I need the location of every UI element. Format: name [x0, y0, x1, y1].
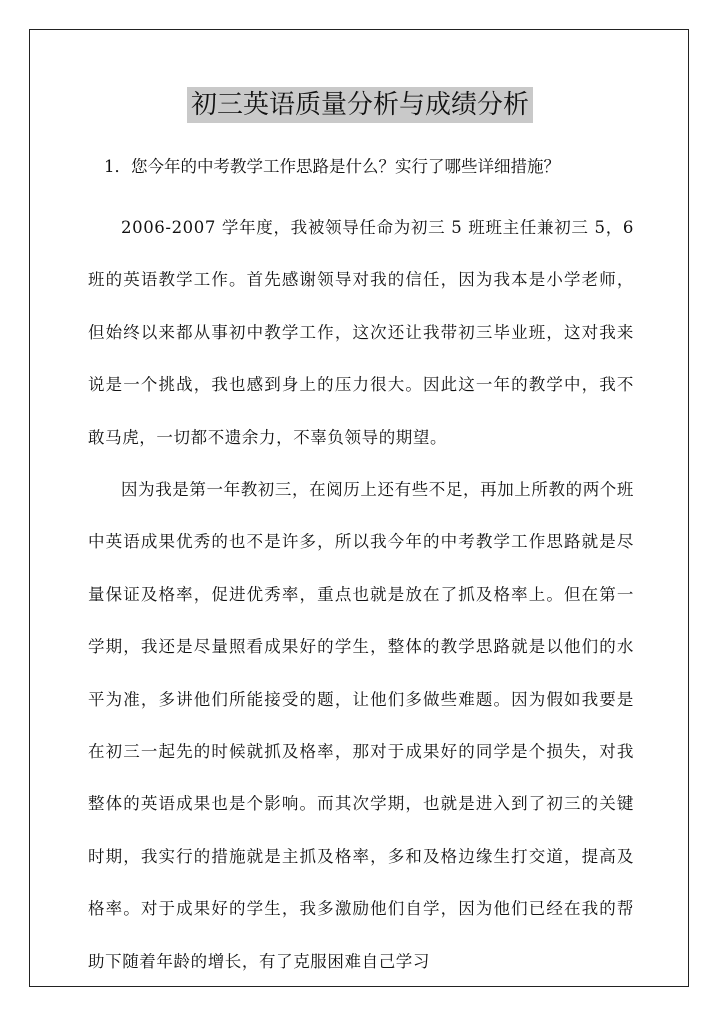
document-body	[88, 150, 634, 988]
paragraph-1: 2006-2007 学年度，我被领导任命为初三 5 班班主任兼初三 5，6 班的英语教学工作。首先感谢领导对我的信任，因为我本是小学老师，但始终以来都从事初中教学工作，这次还让我带初三毕业班，这对我来说是一个挑战，我也感到身上的压力很大。因此这一年的教学中，我不敢马虎，一切都不遗余力，不辜负领导的期望。	[88, 218, 634, 447]
question-heading: 1．您今年的中考教学工作思路是什么？实行了哪些详细措施？	[104, 157, 560, 176]
title-container	[0, 87, 720, 123]
document-title: 初三英语质量分析与成绩分析	[187, 87, 533, 123]
paragraph-2: 因为我是第一年教初三，在阅历上还有些不足，再加上所教的两个班中英语成果优秀的也不是许多，所以我今年的中考教学工作思路就是尽量保证及格率，促进优秀率，重点也就是放在了抓及格率上。但在第一学期，我还是尽量照看成果好的学生，整体的教学思路就是以他们的水平为准，多讲他们所能接受的题，让他们多做些难题。因为假如我要是在初三一起先的时候就抓及格率，那对于成果好的同学是个损失，对我整体的英语成果也是个影响。而其次学期，也就是进入到了初三的关键时期，我实行的措施就是主抓及格率，多和及格边缘生打交道，提高及格率。对于成果好的学生，我多激励他们自学，因为他们已经在我的帮助下随着年龄的增长，有了克服困难自己学习	[88, 480, 634, 971]
